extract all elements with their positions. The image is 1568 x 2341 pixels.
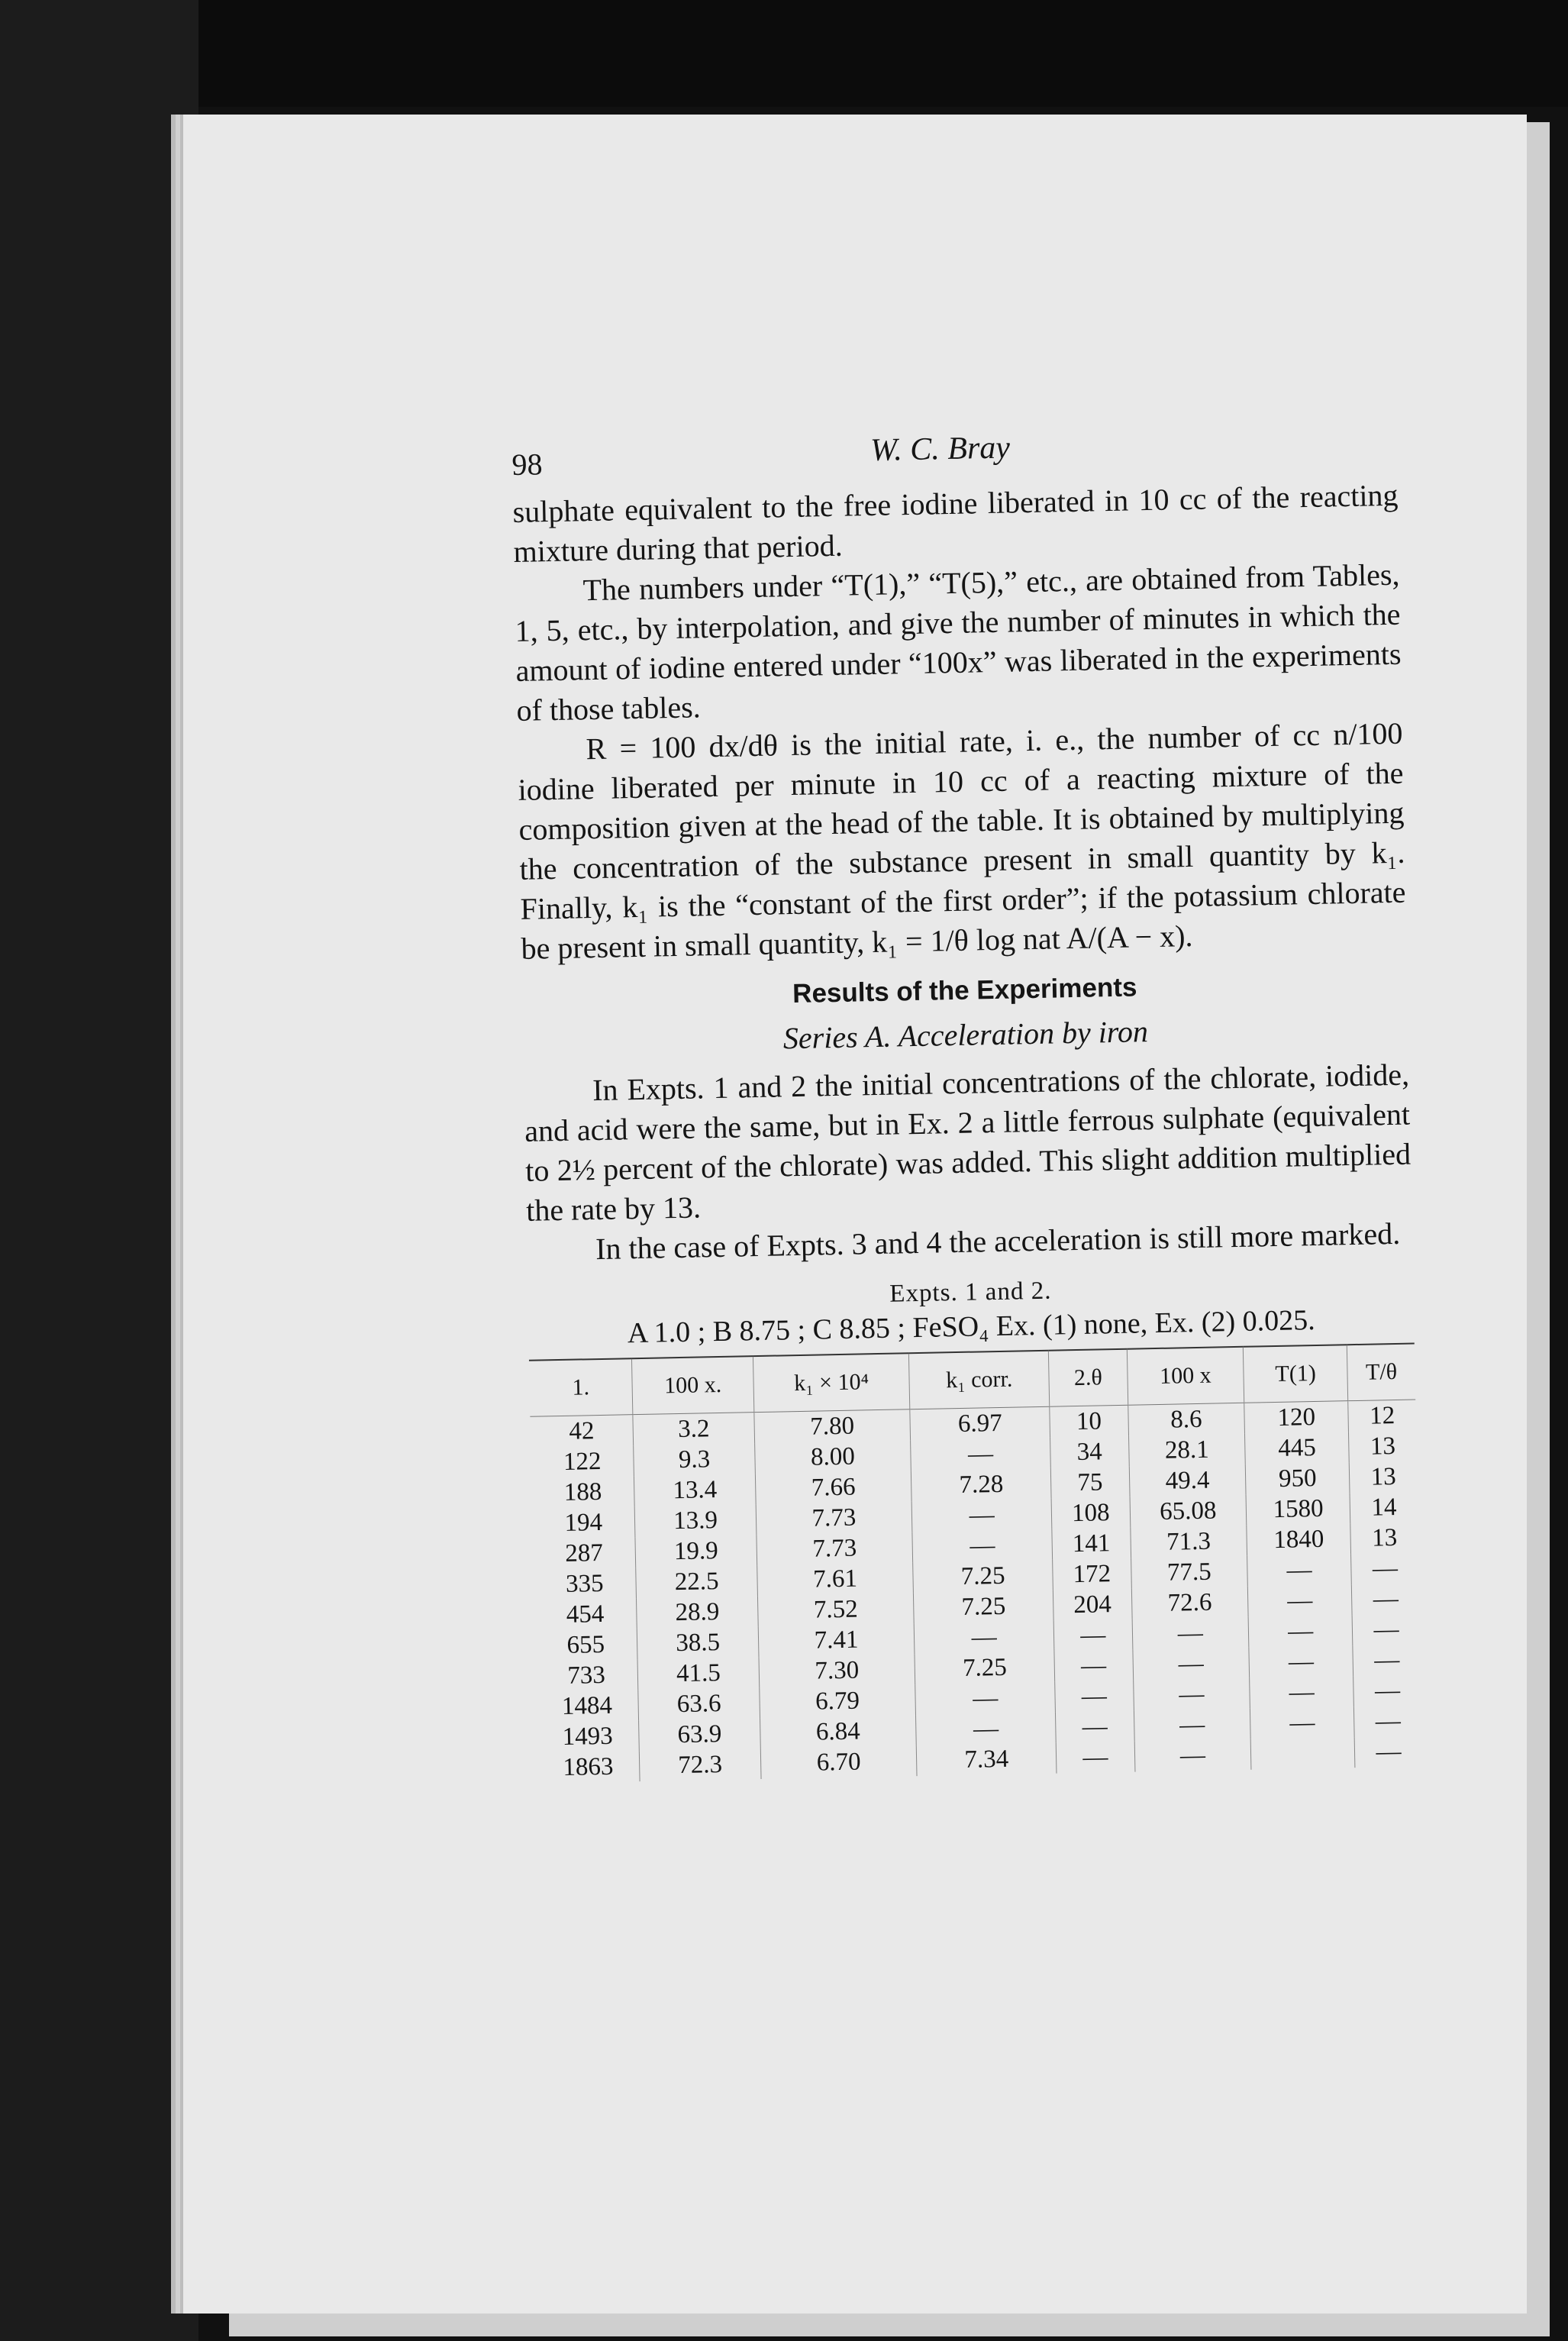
column-header: 100 x	[1127, 1347, 1244, 1405]
table-cell: 42	[569, 1416, 595, 1445]
table-cell: 6.97	[910, 1406, 1050, 1440]
table-cell: 19.9	[635, 1535, 757, 1568]
table-cell: —	[1250, 1707, 1355, 1739]
table-cell: 655	[566, 1630, 605, 1659]
table-cell: 10	[1050, 1405, 1128, 1437]
table-cell: —	[1055, 1681, 1134, 1713]
column-header: 2.θ	[1048, 1349, 1128, 1406]
table-cell: 122	[563, 1447, 602, 1476]
table-cell: 7.61	[757, 1562, 913, 1596]
column-header: T/θ	[1347, 1344, 1415, 1401]
document-page	[183, 115, 1527, 2314]
table-cell: —	[1132, 1648, 1249, 1681]
table-cell: 71.3	[1130, 1526, 1247, 1558]
table-cell: 34	[1050, 1436, 1129, 1468]
table-cell: —	[1132, 1617, 1249, 1650]
table-cell: 75	[1050, 1467, 1129, 1499]
column-header: k₁ × 10⁴	[753, 1353, 910, 1412]
table-cell: 72.3	[640, 1748, 761, 1781]
table-cell: 13	[1349, 1430, 1417, 1462]
table-cell: 454	[566, 1600, 605, 1629]
table-cell: 1493	[562, 1722, 613, 1751]
table-cell: 172	[1053, 1558, 1131, 1590]
table-cell: 194	[564, 1508, 603, 1537]
table-cell: —	[1054, 1650, 1133, 1682]
table-cell: 7.66	[755, 1471, 911, 1504]
series-title: Series A. Acceleration by iron	[782, 1014, 1149, 1056]
table-cell: —	[1133, 1678, 1250, 1711]
paragraph-3: R = 100 dx/dθ is the initial rate, i. e., the number of cc n/100 iodine liberated per minute in 10 cc of a reacting mixture of the composition given at the head of the table. It is obtained by multiplying the concentration of the substance present in small quantity by k₁. Finally, k₁ is the “constant of the first order”; if the potassium chlorate be present in small quantity, k₁ = 1/θ log nat A/(A − x).	[518, 715, 1406, 966]
table-cell: 7.41	[758, 1623, 915, 1657]
table-cell: —	[912, 1529, 1053, 1563]
scan-background-top	[0, 0, 1568, 107]
running-head: W. C. Bray	[869, 430, 1011, 468]
table-cell: 7.52	[757, 1593, 914, 1626]
table-cell: —	[1247, 1554, 1352, 1587]
table-cell: 9.3	[634, 1443, 755, 1476]
table-cell: 7.25	[913, 1560, 1053, 1593]
table-cell: —	[916, 1713, 1057, 1746]
table-cell: 13.4	[634, 1474, 756, 1506]
table-cell: 7.73	[756, 1501, 912, 1535]
table-cell: 335	[565, 1569, 604, 1598]
table-body	[530, 1400, 1422, 1784]
table-cell: —	[1056, 1742, 1134, 1774]
page-number: 98	[511, 447, 543, 482]
table-cell: 1580	[1246, 1493, 1350, 1526]
table-cell: 7.25	[915, 1652, 1055, 1685]
page-content	[511, 430, 1422, 1784]
table-cell: —	[1354, 1705, 1422, 1737]
table-cell: 49.4	[1129, 1464, 1246, 1497]
table-cell: —	[1053, 1619, 1132, 1652]
table-cell: —	[1351, 1552, 1419, 1584]
table-cell: 204	[1053, 1589, 1131, 1621]
table-cell: 41.5	[637, 1657, 759, 1690]
table-cell: 7.34	[917, 1743, 1057, 1777]
table-cell: —	[1248, 1615, 1353, 1648]
table-cell: 7.30	[759, 1654, 915, 1687]
table-cell: 63.6	[638, 1687, 760, 1720]
table-cell: 445	[1245, 1432, 1350, 1464]
table-caption: Expts. 1 and 2.	[889, 1277, 1052, 1308]
paragraph-5: In the case of Expts. 3 and 4 the acceleration is still more marked.	[595, 1216, 1401, 1267]
table-cell: 6.79	[759, 1684, 915, 1718]
table-cell: 141	[1052, 1528, 1131, 1560]
table-cell: —	[1249, 1645, 1353, 1678]
table-cell: 77.5	[1131, 1556, 1247, 1589]
table-cell: —	[1056, 1711, 1134, 1743]
table-cell: 65.08	[1130, 1495, 1247, 1528]
table-cell: —	[911, 1499, 1052, 1532]
column-header: 100 x.	[632, 1356, 754, 1415]
table-cell: 8.00	[754, 1440, 911, 1474]
table-cell: 108	[1051, 1497, 1130, 1529]
table-cell: 22.5	[636, 1565, 757, 1598]
table-cell: 1840	[1247, 1523, 1351, 1556]
column-header: T(1)	[1244, 1345, 1348, 1403]
table-cell: —	[1134, 1709, 1250, 1742]
table-cell: 287	[564, 1539, 604, 1568]
table-cell: 38.5	[637, 1626, 759, 1659]
table-cell: —	[915, 1682, 1056, 1716]
paragraph-1: sulphate equivalent to the free iodine liberated in 10 cc of the reacting mixture during that period.	[512, 477, 1399, 569]
column-header: k₁ corr.	[909, 1351, 1050, 1409]
table-cell: —	[1248, 1584, 1353, 1617]
table-cell: 13.9	[635, 1504, 757, 1537]
table-cell: 6.84	[760, 1715, 916, 1748]
table-cell: —	[1250, 1676, 1354, 1709]
table-cell: 188	[563, 1477, 602, 1506]
table-cell: 733	[567, 1661, 606, 1690]
table-cell: 7.28	[911, 1468, 1052, 1502]
column-header: 1.	[529, 1358, 633, 1416]
table-cell: 120	[1244, 1401, 1349, 1434]
table-cell: 28.9	[637, 1596, 758, 1629]
table-cell: —	[1351, 1583, 1419, 1615]
table-cell: 28.1	[1128, 1434, 1245, 1467]
table-cell: 72.6	[1131, 1587, 1248, 1619]
table-cell	[1250, 1737, 1355, 1770]
scan-background-left	[0, 0, 198, 2341]
table-cell: 12	[1348, 1400, 1416, 1432]
paragraph-4: In Expts. 1 and 2 the initial concentrations of the chlorate, iodide, and acid were the same, but in Ex. 2 a little ferrous sulphate (equivalent to 2½ percent of the chlorate) was added. This slight addition multiplied the rate by 13.	[524, 1057, 1412, 1228]
table-cell: 13	[1350, 1522, 1418, 1554]
table-cell: 3.2	[633, 1413, 754, 1446]
table-cell: 1863	[563, 1752, 614, 1781]
table-cell: 7.80	[754, 1409, 911, 1443]
table-cell: —	[1352, 1613, 1420, 1645]
section-title: Results of the Experiments	[792, 972, 1137, 1009]
table-cell: 8.6	[1128, 1403, 1244, 1435]
paragraph-2: The numbers under “T(1),” “T(5),” etc., are obtained from Tables, 1, 5, etc., by interpolation, and give the number of minutes in which the amount of iodine entered under “100x” was liberated in the experiments of those tables.	[515, 557, 1402, 728]
table-cell: —	[911, 1438, 1051, 1471]
table-cell: —	[1134, 1739, 1251, 1772]
table-cell: 63.9	[639, 1718, 760, 1751]
table-conditions: A 1.0 ; B 8.75 ; C 8.85 ; FeSO₄ Ex. (1) none, Ex. (2) 0.025.	[627, 1304, 1316, 1350]
table-cell: 7.25	[914, 1590, 1054, 1624]
table-cell: 1484	[561, 1691, 613, 1720]
table-cell: —	[1353, 1644, 1421, 1676]
table-cell: —	[1353, 1674, 1421, 1707]
table-cell: 14	[1350, 1491, 1418, 1523]
data-table	[529, 1343, 1422, 1784]
table-cell: 950	[1245, 1462, 1350, 1495]
table-cell: 6.70	[760, 1745, 917, 1779]
table-cell: —	[1354, 1736, 1422, 1768]
table-cell: 13	[1349, 1461, 1417, 1493]
table-cell: —	[914, 1621, 1054, 1655]
table-cell: 7.73	[757, 1532, 913, 1565]
